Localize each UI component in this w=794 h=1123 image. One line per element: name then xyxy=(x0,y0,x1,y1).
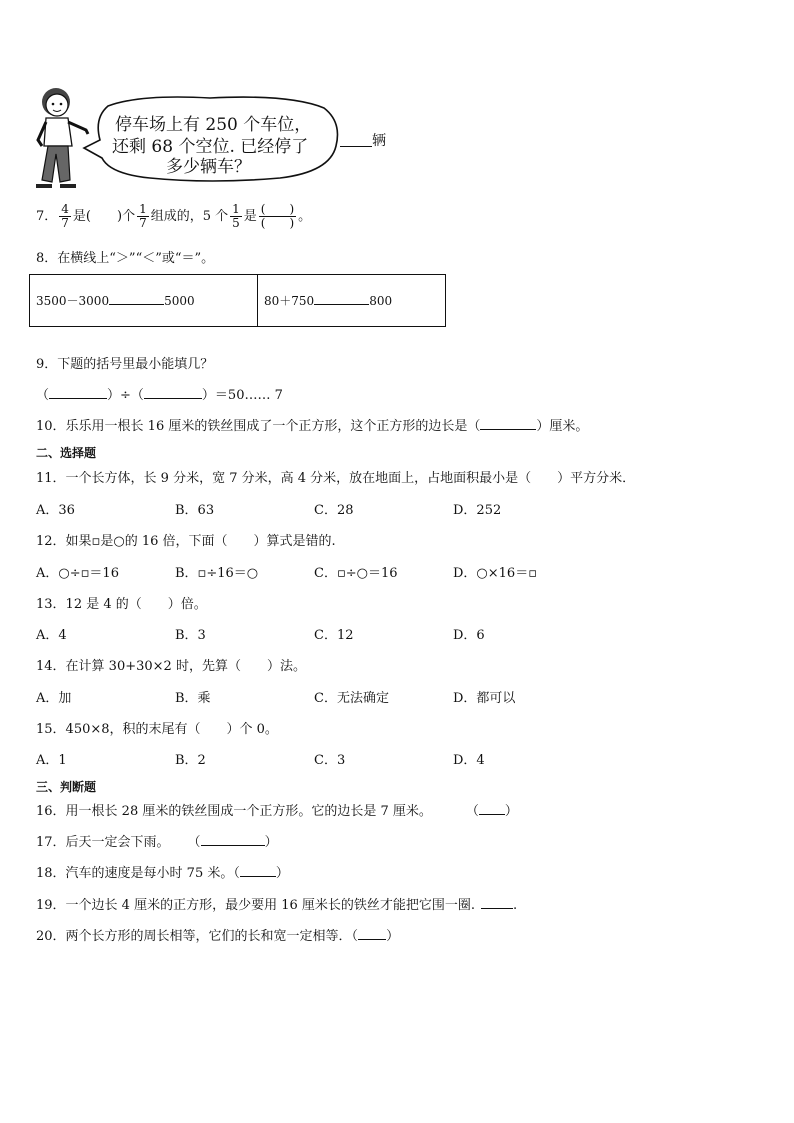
q12-option-a[interactable]: A．○÷▫＝16 xyxy=(36,566,119,581)
dividend-blank[interactable] xyxy=(49,398,107,399)
q15-option-c[interactable]: C．3 xyxy=(314,753,346,768)
divisor-blank[interactable] xyxy=(144,398,202,399)
q14-option-b[interactable]: B．乘 xyxy=(175,691,211,706)
bubble-line-2: 还剩 68 个空位. 已经停了 xyxy=(112,137,309,157)
answer-line[interactable] xyxy=(340,146,372,147)
q13-option-b[interactable]: B．3 xyxy=(175,628,206,643)
comparison-table xyxy=(29,274,446,327)
fraction-1-5: $\frac{1}{5}$ xyxy=(232,202,240,230)
q15-option-d[interactable]: D．4 xyxy=(453,753,485,768)
question-13: 13．12 是 4 的（ ）倍。 xyxy=(36,597,207,612)
q12-option-b[interactable]: B．▫÷16＝○ xyxy=(175,566,259,581)
q19-answer-blank[interactable] xyxy=(481,908,513,909)
answer-fraction[interactable]: $\frac{( )}{( )}$ xyxy=(260,202,295,230)
q14-option-a[interactable]: A．加 xyxy=(36,691,72,706)
q14-option-c[interactable]: C．无法确定 xyxy=(314,691,389,706)
section-heading-choice: 二、选择题 xyxy=(36,446,97,460)
bubble-line-3: 多少辆车？ xyxy=(166,157,251,177)
question-15: 15．450×8，积的末尾有（ ）个 0。 xyxy=(36,722,278,737)
q13-option-c[interactable]: C．12 xyxy=(314,628,354,643)
q20-answer-blank[interactable] xyxy=(358,939,386,940)
q11-option-a[interactable]: A．36 xyxy=(36,503,75,518)
answer-unit: 辆 xyxy=(372,133,386,149)
question-14: 14．在计算 30+30×2 时，先算（ ）法。 xyxy=(36,659,306,674)
question-9-expression: （ ）÷（ ）＝50…… 7 xyxy=(36,388,283,403)
bubble-line-1: 停车场上有 250 个车位， xyxy=(115,115,312,135)
q15-option-a[interactable]: A．1 xyxy=(36,753,67,768)
question-20: 20．两个长方形的周长相等，它们的长和宽一定相等．（ ） xyxy=(36,929,400,944)
question-10: 10．乐乐用一根长 16 厘米的铁丝围成了一个正方形，这个正方形的边长是（ ）厘米。 xyxy=(36,419,589,434)
comparison-blank-2[interactable] xyxy=(314,304,369,305)
question-19: 19．一个边长 4 厘米的正方形，最少要用 16 厘米长的铁丝才能把它围一圈. . xyxy=(36,898,518,913)
question-12: 12．如果▫是○的 16 倍，下面（ ）算式是错的. xyxy=(36,534,336,549)
section-heading-judgement: 三、判断题 xyxy=(36,780,97,794)
question-17: 17．后天一定会下雨。 （ ） xyxy=(36,835,278,850)
fraction-4-7: $\frac{4}{7}$ xyxy=(61,202,69,230)
q11-option-d[interactable]: D．252 xyxy=(453,503,502,518)
q18-answer-blank[interactable] xyxy=(240,876,276,877)
comparison-cell-2: 80＋750 800 xyxy=(258,275,446,327)
q12-option-c[interactable]: C．▫÷○＝16 xyxy=(314,566,398,581)
question-11: 11．一个长方体，长 9 分米，宽 7 分米，高 4 分米，放在地面上，占地面积最小是（ ）平方分米． xyxy=(36,471,636,486)
question-18: 18．汽车的速度是每小时 75 米。（ ） xyxy=(36,866,289,881)
q13-option-d[interactable]: D．6 xyxy=(453,628,485,643)
question-9: 9．下题的括号里最小能填几？ xyxy=(36,357,214,372)
question-8: 8．在横线上“＞”“＜”或“＝”。 xyxy=(36,251,215,266)
fraction-1-7: $\frac{1}{7}$ xyxy=(139,202,147,230)
q13-option-a[interactable]: A．4 xyxy=(36,628,67,643)
question-7: 7． $\frac{4}{7}$ 是( )个 $\frac{1}{7}$ 组成的，5 个 $\frac{1}{5}$ 是 $\frac{( )}{( )}$ 。 xyxy=(36,202,312,230)
side-length-blank[interactable] xyxy=(480,429,536,430)
comparison-blank-1[interactable] xyxy=(109,304,164,305)
q16-answer-blank[interactable] xyxy=(479,814,505,815)
q17-answer-blank[interactable] xyxy=(201,845,265,846)
q12-option-d[interactable]: D．○×16＝▫ xyxy=(453,566,538,581)
q11-option-b[interactable]: B．63 xyxy=(175,503,215,518)
q11-option-c[interactable]: C．28 xyxy=(314,503,354,518)
comparison-cell-1: 3500－3000 5000 xyxy=(30,275,258,327)
q15-option-b[interactable]: B．2 xyxy=(175,753,206,768)
question-16: 16．用一根长 28 厘米的铁丝围成一个正方形。它的边长是 7 厘米。 （ ） xyxy=(36,804,518,819)
q14-option-d[interactable]: D．都可以 xyxy=(453,691,516,706)
